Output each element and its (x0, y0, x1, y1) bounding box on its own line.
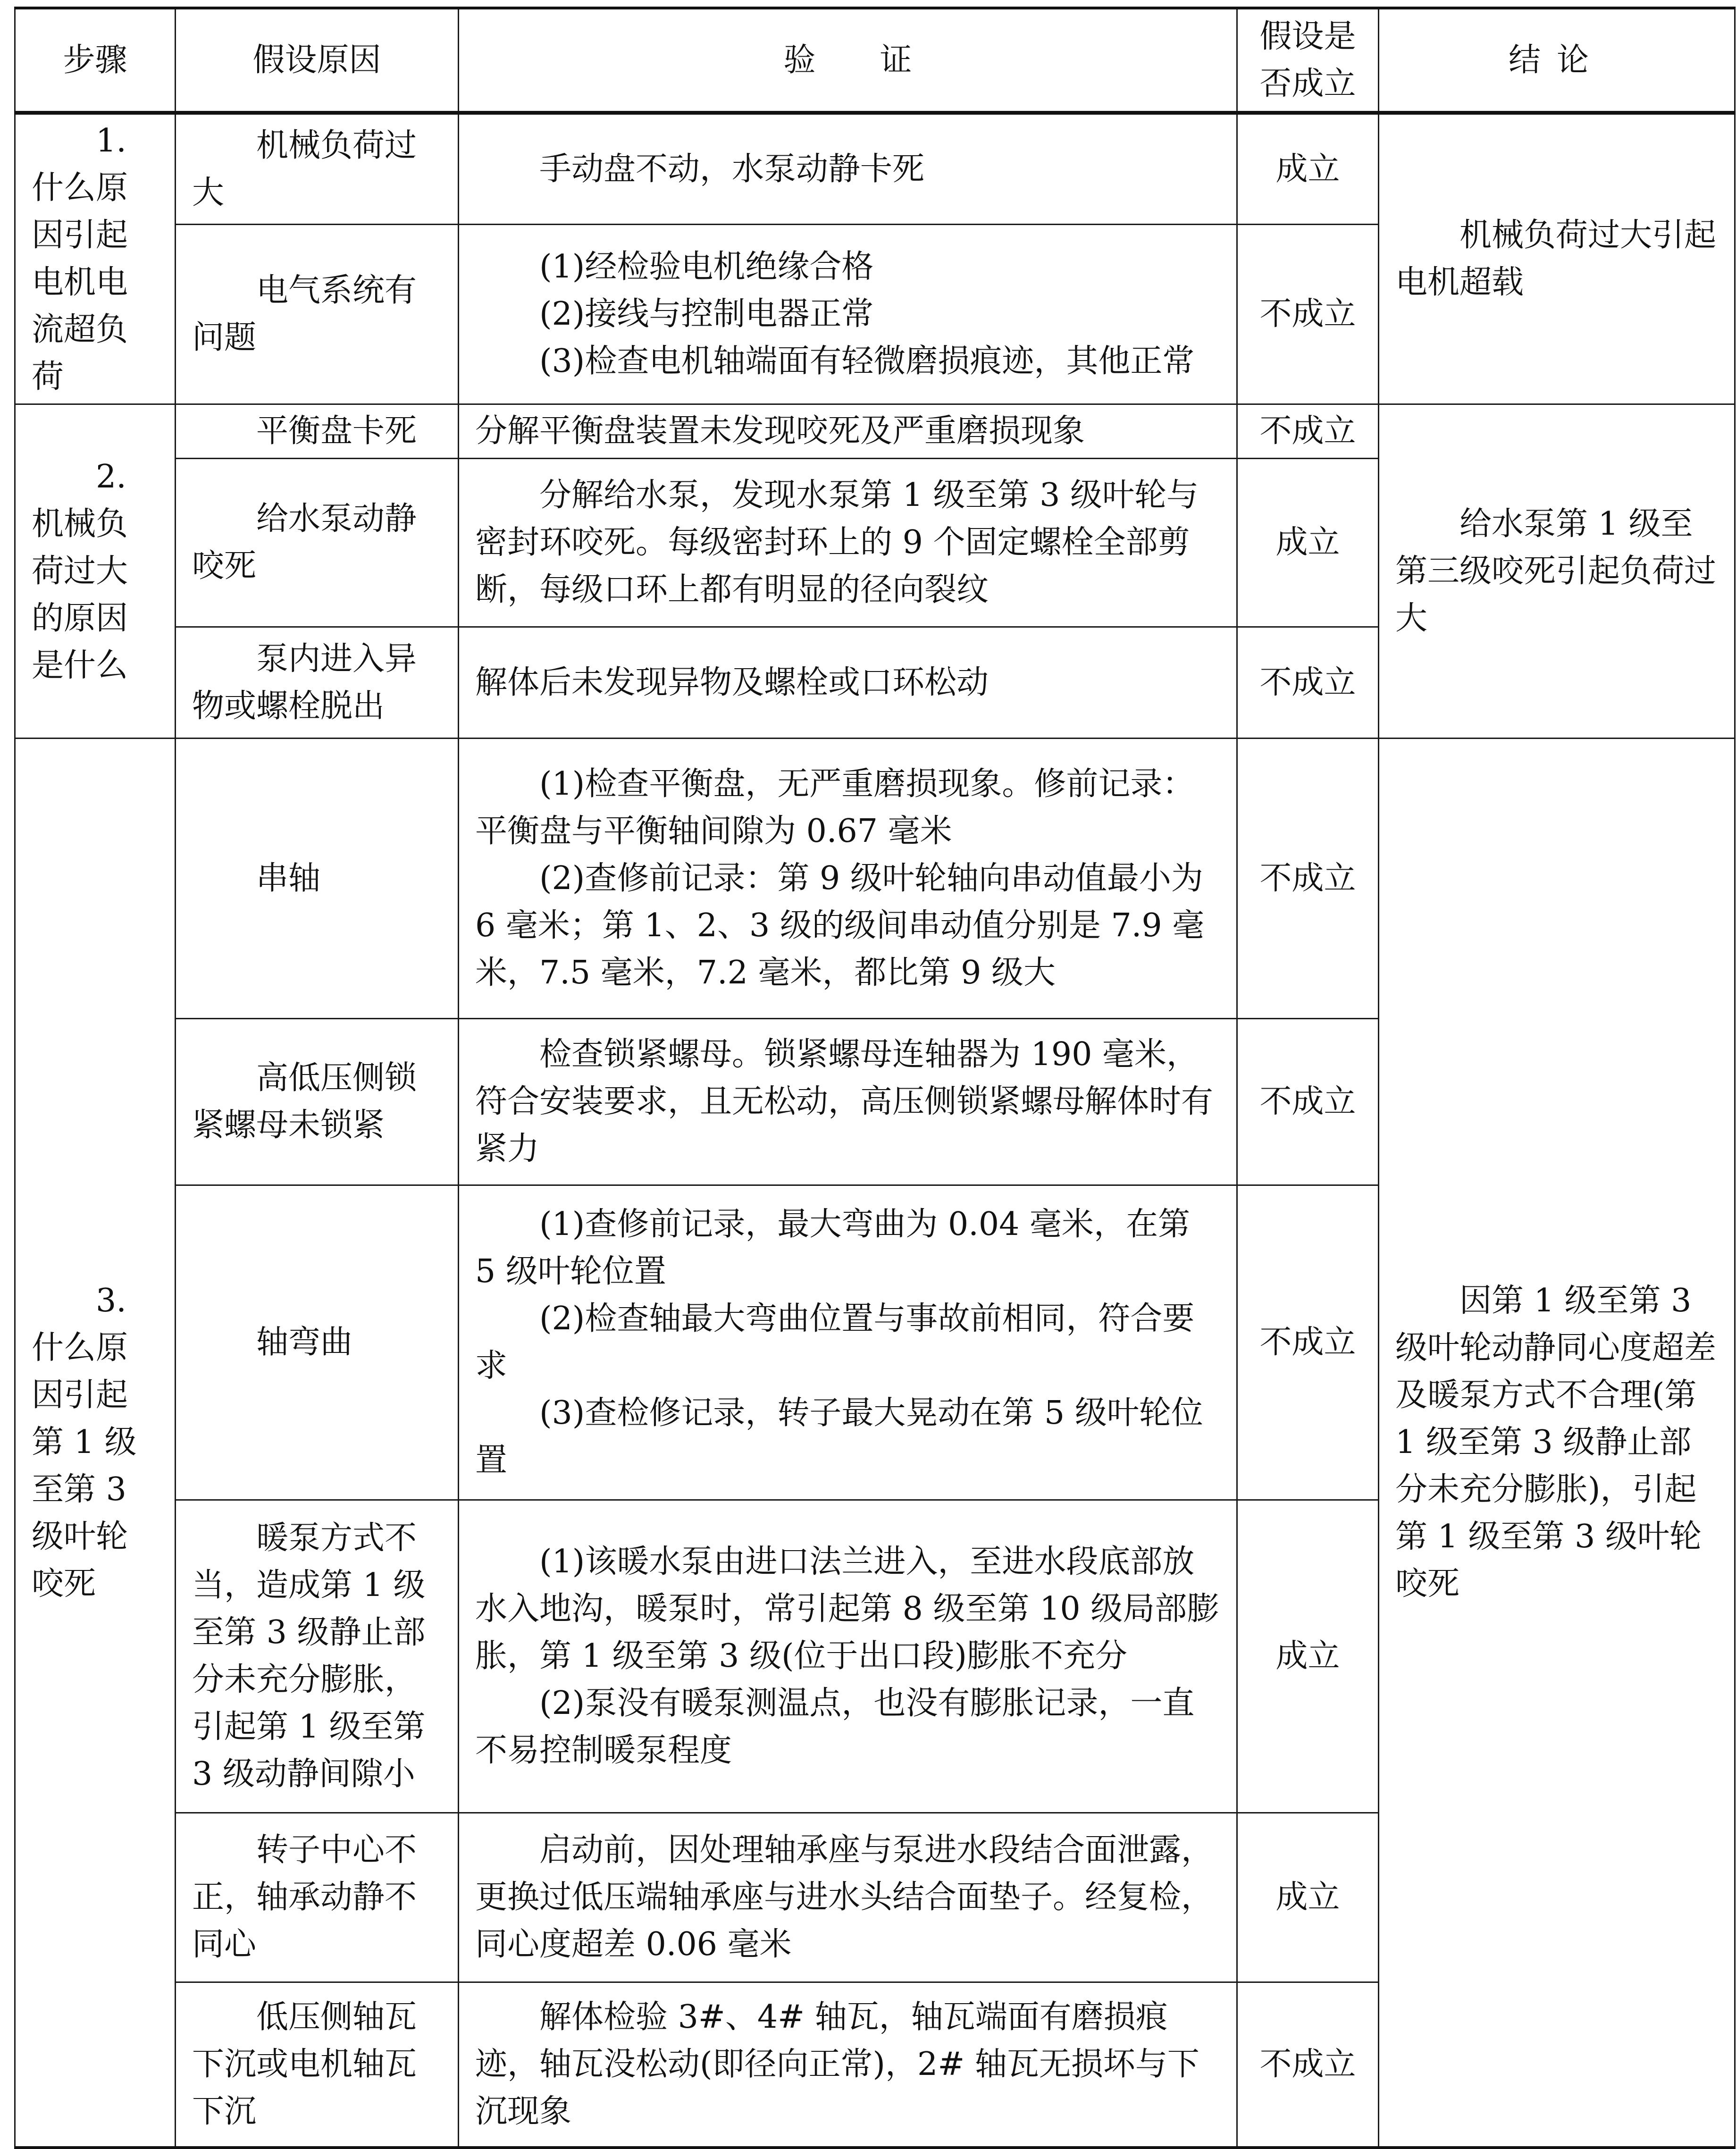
cause-cell: 轴弯曲 (176, 1185, 459, 1500)
verify-cell (459, 1813, 1237, 1982)
verify-line: (3)检查电机轴端面有轻微磨损痕迹，其他正常 (539, 343, 1195, 380)
verify-line: 启动前，因处理轴承座与泵进水段结合面泄露，更换过低压端轴承座与进水头结合面垫子。经复检，同心度超差 0.06 毫米 (475, 1831, 1214, 1963)
verify-cell (459, 225, 1237, 404)
conclusion-cell: 给水泵第 1 级至第三级咬死引起负荷过大 (1379, 404, 1735, 739)
verify-line: 解体后未发现异物及螺栓或口环松动 (475, 663, 989, 701)
table-row (15, 739, 1735, 1019)
result-cell: 成立 (1237, 113, 1379, 225)
result-cell: 不成立 (1237, 225, 1379, 404)
verify-line: (2)查修前记录：第 9 级叶轮轴向串动值最小为 6 毫米；第 1、2、3 级的级间串动值分别是 7.9 毫米，7.5 毫米，7.2 毫米，都比第 9 级大 (475, 859, 1205, 991)
verify-cell (459, 404, 1237, 459)
verify-cell (459, 1500, 1237, 1813)
verify-line: 解体检验 3#、4# 轴瓦，轴瓦端面有磨损痕迹，轴瓦没松动(即径向正常)，2# 轴瓦无损坏与下沉现象 (475, 1998, 1199, 2130)
verify-line: (2)泵没有暖泵测温点，也没有膨胀记录，一直不易控制暖泵程度 (475, 1685, 1195, 1769)
verify-cell (459, 459, 1237, 627)
cause-cell: 机械负荷过大 (176, 113, 459, 225)
header-cause: 假设原因 (176, 8, 459, 113)
verify-line: (3)查检修记录，转子最大晃动在第 5 级叶轮位置 (475, 1394, 1203, 1479)
cause-cell: 给水泵动静咬死 (176, 459, 459, 627)
verify-line: 手动盘不动，水泵动静卡死 (539, 150, 925, 188)
header-verify: 验 证 (459, 8, 1237, 113)
result-cell: 成立 (1237, 1500, 1379, 1813)
verify-line: 分解平衡盘装置未发现咬死及严重磨损现象 (475, 412, 1085, 450)
cause-cell: 电气系统有问题 (176, 225, 459, 404)
cause-cell: 高低压侧锁紧螺母未锁紧 (176, 1019, 459, 1185)
result-cell: 不成立 (1237, 739, 1379, 1019)
result-cell: 不成立 (1237, 1019, 1379, 1185)
step-cell: 1. 什么原因引起电机电流超负荷 (15, 113, 176, 404)
cause-cell: 泵内进入异物或螺栓脱出 (176, 627, 459, 739)
verify-line: (1)检查平衡盘，无严重磨损现象。修前记录：平衡盘与平衡轴间隙为 0.67 毫米 (475, 765, 1195, 850)
table-row (15, 113, 1735, 225)
cause-cell: 低压侧轴瓦下沉或电机轴瓦下沉 (176, 1982, 459, 2148)
verify-cell (459, 1982, 1237, 2148)
step-cell: 3. 什么原因引起第 1 级至第 3 级叶轮咬死 (15, 739, 176, 2148)
conclusion-cell: 因第 1 级至第 3 级叶轮动静同心度超差及暖泵方式不合理(第 1 级至第 3 级静止部分未充分膨胀)，引起第 1 级至第 3 级叶轮咬死 (1379, 739, 1735, 2148)
header-result: 假设是否成立 (1237, 8, 1379, 113)
verify-line: (1)经检验电机绝缘合格 (539, 248, 874, 286)
table-row (15, 404, 1735, 459)
header-row (15, 8, 1735, 113)
cause-cell: 平衡盘卡死 (176, 404, 459, 459)
step-cell: 2. 机械负荷过大的原因是什么 (15, 404, 176, 739)
verify-cell (459, 113, 1237, 225)
result-cell: 成立 (1237, 1813, 1379, 1982)
verify-cell (459, 627, 1237, 739)
verify-line: 分解给水泵，发现水泵第 1 级至第 3 级叶轮与密封环咬死。每级密封环上的 9 个固定螺栓全部剪断，每级口环上都有明显的径向裂纹 (475, 477, 1199, 608)
verify-line: (1)该暖水泵由进口法兰进入，至进水段底部放水入地沟，暖泵时，常引起第 8 级至第 10 级局部膨胀，第 1 级至第 3 级(位于出口段)膨胀不充分 (475, 1543, 1219, 1675)
verify-cell (459, 1185, 1237, 1500)
cause-cell: 转子中心不正，轴承动静不同心 (176, 1813, 459, 1982)
verify-cell (459, 1019, 1237, 1185)
result-cell: 不成立 (1237, 627, 1379, 739)
header-step: 步骤 (15, 8, 176, 113)
verify-line: (2)接线与控制电器正常 (539, 295, 874, 333)
header-conclusion: 结论 (1379, 8, 1735, 113)
verify-line: 检查锁紧螺母。锁紧螺母连轴器为 190 毫米，符合安装要求，且无松动，高压侧锁紧螺母解体时有紧力 (475, 1036, 1214, 1167)
verify-line: (1)查修前记录，最大弯曲为 0.04 毫米，在第 5 级叶轮位置 (475, 1206, 1190, 1290)
result-cell: 不成立 (1237, 1982, 1379, 2148)
conclusion-cell: 机械负荷过大引起电机超载 (1379, 113, 1735, 404)
result-cell: 成立 (1237, 459, 1379, 627)
verify-line: (2)检查轴最大弯曲位置与事故前相同，符合要求 (475, 1300, 1195, 1385)
result-cell: 不成立 (1237, 1185, 1379, 1500)
cause-cell: 暖泵方式不当，造成第 1 级至第 3 级静止部分未充分膨胀，引起第 1 级至第 3 级动静间隙小 (176, 1500, 459, 1813)
verify-cell (459, 739, 1237, 1019)
cause-cell: 串轴 (176, 739, 459, 1019)
result-cell: 不成立 (1237, 404, 1379, 459)
analysis-table (14, 7, 1736, 2149)
